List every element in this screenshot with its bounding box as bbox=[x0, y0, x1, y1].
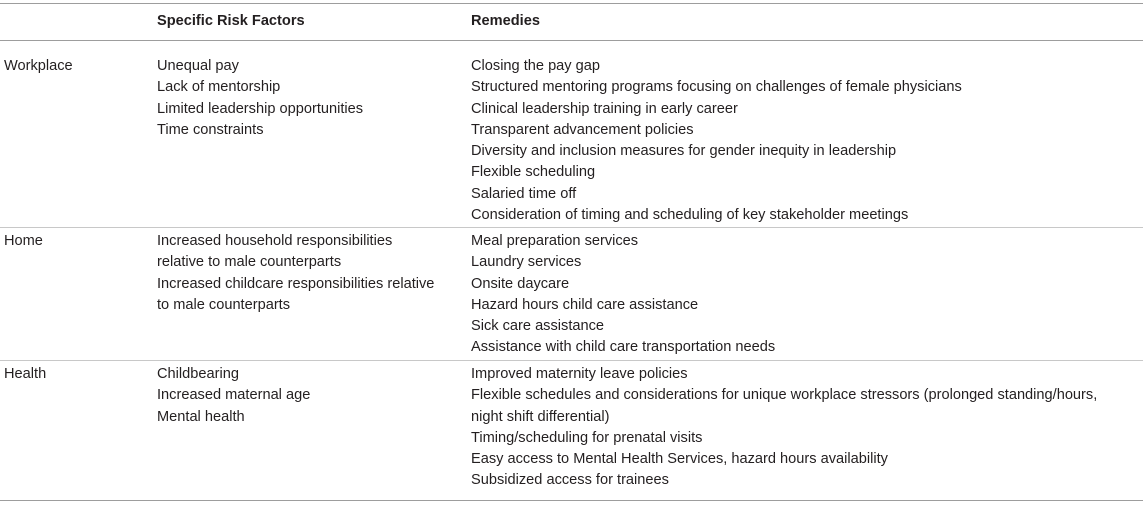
risk-factor: Mental health bbox=[157, 408, 245, 425]
remedy: Salaried time off bbox=[471, 185, 577, 202]
remedy: Transparent advancement policies bbox=[471, 121, 694, 138]
remedy: Timing/scheduling for prenatal visits bbox=[471, 429, 703, 446]
risk-factor: Childbearing bbox=[157, 366, 239, 382]
remedy: Hazard hours child care assistance bbox=[471, 296, 699, 313]
remedy: Onsite daycare bbox=[471, 275, 570, 292]
risk-factor: Limited leadership opportunities bbox=[157, 100, 364, 117]
row-separator bbox=[0, 360, 1143, 361]
remedy: Improved maternity leave policies bbox=[471, 366, 688, 382]
risk-factor: Lack of mentorship bbox=[157, 79, 281, 96]
risk-factor: relative to male counterparts bbox=[157, 254, 342, 271]
row-category: Home bbox=[4, 233, 43, 249]
remedy: Assistance with child care transportation needs bbox=[471, 339, 776, 356]
remedy: Sick care assistance bbox=[471, 318, 605, 335]
risk-factor: Unequal pay bbox=[157, 58, 239, 74]
risk-factors-cell bbox=[157, 231, 434, 316]
remedy: Subsidized access for trainees bbox=[471, 472, 669, 489]
remedies-cell bbox=[471, 231, 775, 359]
header-remedies: Remedies bbox=[471, 13, 540, 29]
row-category: Workplace bbox=[4, 58, 73, 74]
remedy: Consideration of timing and scheduling of key stakeholder meetings bbox=[471, 207, 909, 224]
bottom-rule bbox=[0, 500, 1143, 501]
remedy: night shift differential) bbox=[471, 408, 610, 425]
remedy: Closing the pay gap bbox=[471, 58, 600, 74]
risk-factor: Time constraints bbox=[157, 121, 264, 138]
risk-factor: Increased maternal age bbox=[157, 387, 311, 404]
risk-factors-cell bbox=[157, 56, 363, 141]
risk-factor: to male counterparts bbox=[157, 296, 291, 313]
row-separator bbox=[0, 227, 1143, 228]
remedy: Flexible schedules and considerations for unique workplace stressors (prolonged standing/hours, bbox=[471, 387, 1098, 404]
remedy: Flexible scheduling bbox=[471, 164, 596, 181]
remedy: Structured mentoring programs focusing on challenges of female physicians bbox=[471, 79, 962, 96]
row-category: Health bbox=[4, 366, 47, 382]
top-rule bbox=[0, 3, 1143, 4]
remedy: Clinical leadership training in early career bbox=[471, 100, 738, 117]
header-risk-factors: Specific Risk Factors bbox=[157, 13, 305, 29]
risk-factor: Increased household responsibilities bbox=[157, 233, 393, 249]
remedy: Laundry services bbox=[471, 254, 582, 271]
remedies-cell bbox=[471, 364, 1097, 492]
remedies-cell bbox=[471, 56, 962, 226]
header-rule bbox=[0, 40, 1143, 41]
remedy: Easy access to Mental Health Services, hazard hours availability bbox=[471, 451, 888, 468]
remedy: Diversity and inclusion measures for gender inequity in leadership bbox=[471, 143, 897, 160]
risk-factor: Increased childcare responsibilities relative bbox=[157, 275, 435, 292]
remedy: Meal preparation services bbox=[471, 233, 639, 249]
risk-factors-cell bbox=[157, 364, 310, 428]
